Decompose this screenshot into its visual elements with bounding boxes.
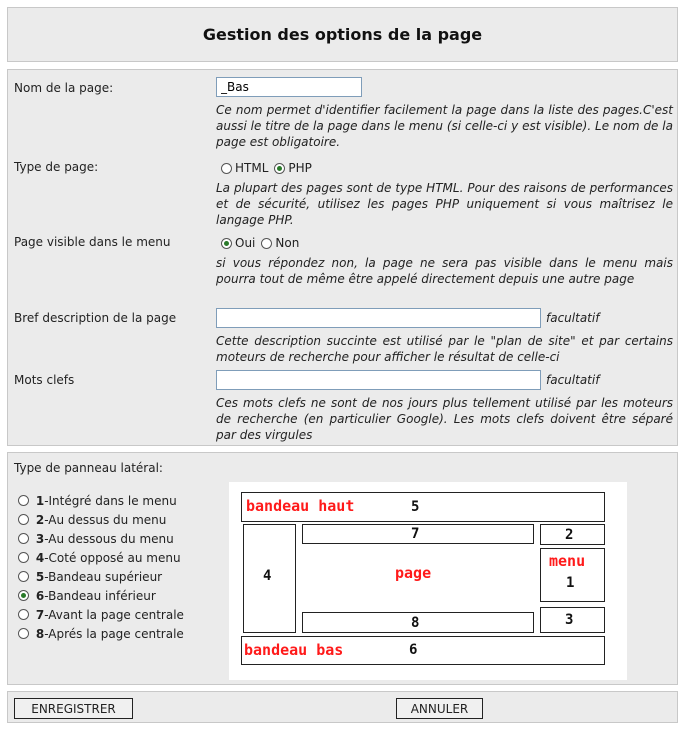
diagram-number-3: 3 — [565, 612, 574, 628]
lateral-radio-8[interactable] — [18, 628, 29, 639]
diagram-page-label: page — [395, 564, 432, 582]
footer-panel — [7, 691, 678, 723]
lateral-option-6[interactable] — [18, 586, 184, 605]
diagram-bottom-banner — [241, 636, 605, 665]
lateral-option-7[interactable] — [18, 605, 184, 624]
diagram-number-2: 2 — [565, 527, 574, 543]
diagram-before-page — [302, 524, 534, 544]
page-type-label: Type de page: — [14, 160, 99, 174]
diagram-number-5: 5 — [411, 499, 420, 515]
page-name-help: Ce nom permet d'identifier facilement la page dans la liste des pages.C'est aussi le titre de la page dans le menu (si celle-ci y est visible). Le nom de la page est obligatoire. — [216, 103, 673, 149]
lateral-option-num: 7 — [35, 607, 45, 622]
lateral-option-text: -Bandeau supérieur — [44, 569, 163, 584]
page-title: Gestion des options de la page — [202, 25, 483, 44]
diagram-below-menu — [540, 607, 605, 633]
lateral-option-num: 3 — [35, 531, 45, 546]
layout-diagram — [229, 482, 627, 680]
diagram-bottom-banner-label: bandeau bas — [244, 641, 344, 659]
lateral-options-list — [18, 491, 184, 643]
lateral-option-num: 5 — [35, 569, 45, 584]
diagram-above-menu — [540, 524, 605, 545]
lateral-option-num: 2 — [35, 512, 45, 527]
visible-help: si vous répondez non, la page ne sera pas visible dans le menu mais pourra tout de même être appelé directement depuis une autre page — [216, 256, 673, 286]
visible-no-option[interactable] — [261, 236, 299, 250]
diagram-after-page — [302, 612, 534, 633]
lateral-radio-7[interactable] — [18, 609, 29, 620]
visible-no-label: Non — [275, 236, 300, 250]
description-help: Cette description succinte est utilisé par le "plan de site" et par certains moteurs de recherche pour afficher le résultat de celle-ci — [216, 334, 673, 364]
lateral-option-text: -Intégré dans le menu — [44, 493, 177, 508]
lateral-option-text: -Bandeau inférieur — [44, 588, 156, 603]
diagram-number-4: 4 — [263, 568, 272, 584]
diagram-menu-label: menu — [549, 552, 586, 570]
page-type-php-radio[interactable] — [274, 163, 285, 174]
lateral-option-3[interactable] — [18, 529, 184, 548]
lateral-option-4[interactable] — [18, 548, 184, 567]
visible-yes-option[interactable] — [221, 236, 255, 250]
diagram-number-6: 6 — [409, 642, 418, 658]
diagram-number-8: 8 — [411, 615, 420, 631]
lateral-option-num: 6 — [35, 588, 45, 603]
cancel-button[interactable]: ANNULER — [396, 698, 483, 719]
lateral-radio-5[interactable] — [18, 571, 29, 582]
visible-yes-radio[interactable] — [221, 238, 232, 249]
page-name-input[interactable] — [216, 77, 362, 97]
description-optional-note: facultatif — [546, 311, 600, 325]
lateral-option-num: 8 — [35, 626, 45, 641]
keywords-label: Mots clefs — [14, 373, 75, 387]
lateral-option-1[interactable] — [18, 491, 184, 510]
lateral-option-num: 1 — [35, 493, 45, 508]
header-panel — [7, 7, 678, 62]
description-label: Bref description de la page — [14, 311, 177, 325]
lateral-option-text: -Coté opposé au menu — [44, 550, 181, 565]
diagram-number-1: 1 — [566, 575, 575, 591]
keywords-help: Ces mots clefs ne sont de nos jours plus tellement utilisé par les moteurs de recherche (en particulier Google). Les mots clefs doivent être séparé par des virgules — [216, 396, 673, 442]
page-type-php-label: PHP — [288, 161, 312, 175]
visible-label: Page visible dans le menu — [14, 235, 171, 249]
page-name-label: Nom de la page: — [14, 81, 114, 95]
diagram-left-column — [243, 524, 296, 633]
lateral-radio-6[interactable] — [18, 590, 29, 601]
diagram-menu — [540, 548, 605, 602]
lateral-option-5[interactable] — [18, 567, 184, 586]
lateral-radio-1[interactable] — [18, 495, 29, 506]
page-type-html-option[interactable] — [221, 161, 268, 175]
visible-no-radio[interactable] — [261, 238, 272, 249]
lateral-radio-2[interactable] — [18, 514, 29, 525]
diagram-top-banner — [241, 492, 605, 522]
visible-group — [221, 236, 305, 250]
lateral-radio-4[interactable] — [18, 552, 29, 563]
diagram-number-7: 7 — [411, 526, 420, 542]
diagram-top-banner-label: bandeau haut — [246, 497, 355, 515]
visible-yes-label: Oui — [235, 236, 256, 250]
page-type-php-option[interactable] — [274, 161, 312, 175]
page-type-html-label: HTML — [235, 161, 269, 175]
save-button[interactable]: ENREGISTRER — [14, 698, 133, 719]
lateral-option-text: -Au dessus du menu — [44, 512, 167, 527]
keywords-optional-note: facultatif — [546, 373, 600, 387]
page-type-group — [221, 161, 318, 175]
lateral-label: Type de panneau latéral: — [14, 461, 163, 475]
lateral-option-text: -Avant la page centrale — [44, 607, 184, 622]
lateral-option-text: -Au dessous du menu — [44, 531, 174, 546]
page-options-form — [7, 69, 678, 446]
keywords-input[interactable] — [216, 370, 541, 390]
lateral-radio-3[interactable] — [18, 533, 29, 544]
lateral-option-num: 4 — [35, 550, 45, 565]
lateral-option-text: -Aprés la page centrale — [44, 626, 184, 641]
page-type-help: La plupart des pages sont de type HTML. Pour des raisons de performances et de sécurité, utilisez les pages PHP uniquement si vous maîtrisez le langage PHP. — [216, 181, 673, 227]
lateral-panel-section — [7, 452, 678, 685]
lateral-option-8[interactable] — [18, 624, 184, 643]
page-type-html-radio[interactable] — [221, 163, 232, 174]
lateral-option-2[interactable] — [18, 510, 184, 529]
description-input[interactable] — [216, 308, 541, 328]
